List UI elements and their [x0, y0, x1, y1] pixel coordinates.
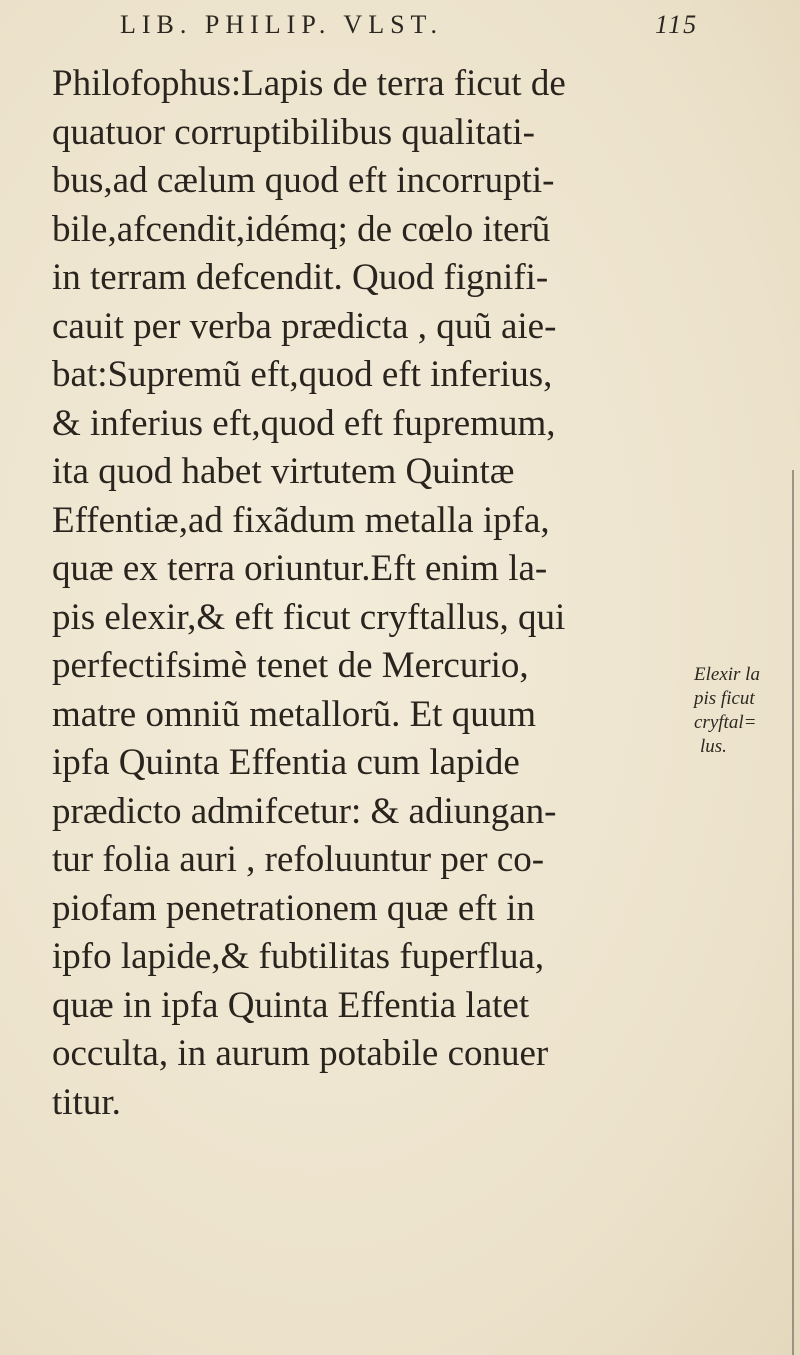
text-line: quæ ex terra oriuntur.Eft enim la- — [52, 548, 548, 589]
text-line: pis elexir,& eft ficut cryftallus, qui — [52, 596, 566, 638]
text-line: tur folia auri , refoluuntur per co- — [52, 839, 545, 880]
margin-note-line: pis ficut — [694, 688, 755, 709]
text-line: occulta, in aurum potabile conuer — [52, 1033, 549, 1074]
page-header — [120, 10, 740, 50]
text-line: piofam penetrationem quæ eft in — [52, 887, 535, 929]
body-text — [52, 60, 742, 1127]
text-line: ipfo lapide,& fubtilitas fuperflua, — [52, 936, 545, 977]
text-line: cauit per verba prædicta , quũ aie- — [52, 305, 557, 347]
text-line: bat:Supremũ eft,quod eft inferius, — [52, 354, 553, 395]
text-line: ita quod habet virtutem Quintæ — [52, 451, 515, 492]
text-line: quæ in ipfa Quinta Effentia latet — [52, 984, 530, 1026]
text-line: Effentiæ,ad fixãdum metalla ipfa, — [52, 499, 550, 541]
text-line: ipfa Quinta Effentia cum lapide — [52, 742, 520, 783]
text-line: quatuor corruptibilibus qualitati- — [52, 111, 535, 153]
margin-note-line: lus. — [700, 736, 727, 757]
margin-note-line: cryftal= — [694, 712, 757, 733]
page-edge-shadow — [792, 470, 794, 1355]
running-head: LIB. PHILIP. VLST. — [120, 10, 443, 39]
text-line: bile,afcendit,idémq; de cœlo iterũ — [52, 208, 551, 250]
text-line: bus,ad cælum quod eft incorrupti- — [52, 160, 555, 201]
text-line: perfectifsimè tenet de Mercurio, — [52, 645, 529, 686]
text-line: & inferius eft,quod eft fupremum, — [52, 402, 556, 444]
text-line: Philofophus:Lapis de terra ficut de — [52, 63, 566, 104]
text-line: in terram defcendit. Quod fignifi- — [52, 257, 549, 298]
text-line: titur. — [52, 1081, 121, 1123]
text-line: matre omniũ metallorũ. Et quum — [52, 693, 536, 735]
text-line: prædicto admifcetur: & adiungan- — [52, 790, 557, 832]
margin-note-line: Elexir la — [694, 664, 760, 685]
margin-note — [694, 663, 794, 759]
page-number: 115 — [655, 10, 699, 39]
